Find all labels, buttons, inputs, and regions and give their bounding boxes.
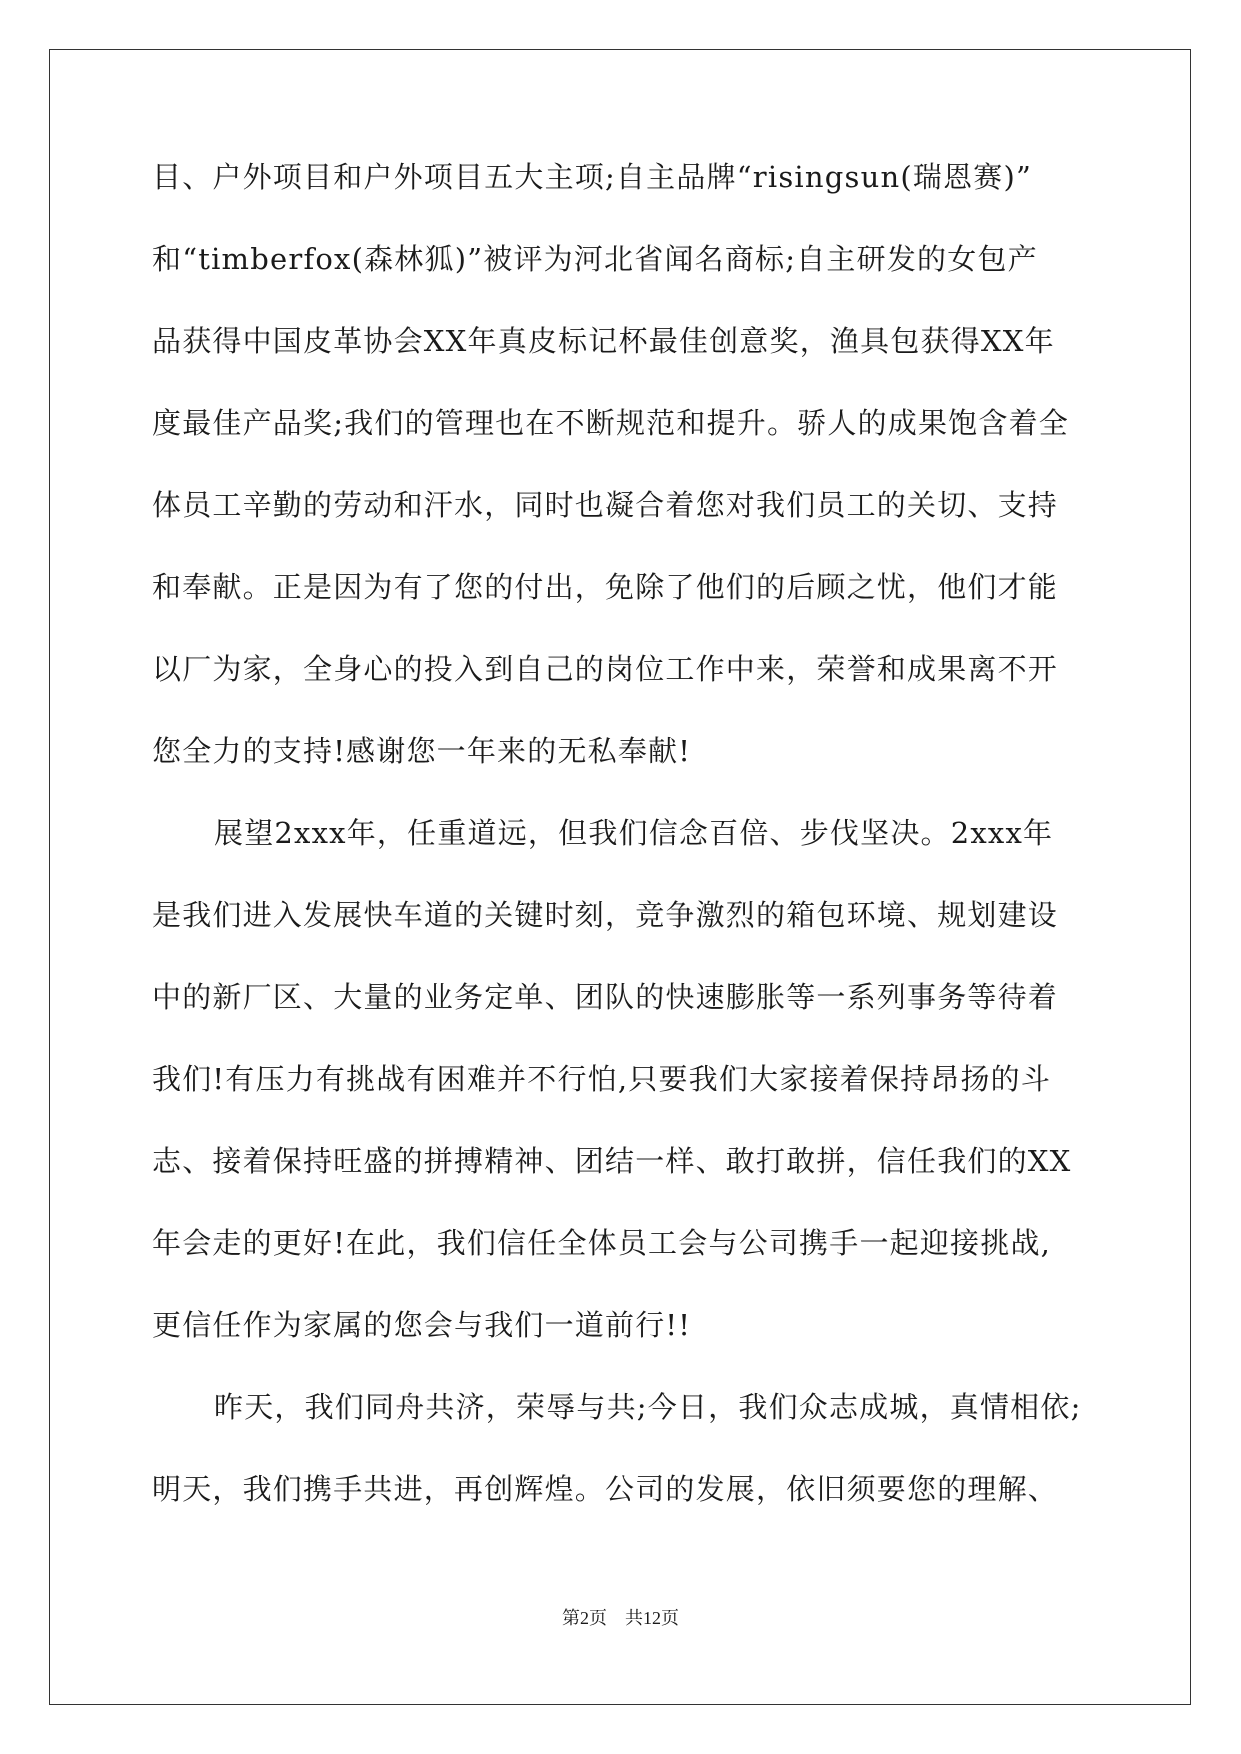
text-line: 和奉献。正是因为有了您的付出，免除了他们的后顾之忧，他们才能 xyxy=(152,570,1059,604)
text-line: 品获得中国皮革协会XX年真皮标记杯最佳创意奖，渔具包获得XX年 xyxy=(152,324,1055,358)
text-line: 目、户外项目和户外项目五大主项;自主品牌“risingsun(瑞恩赛)” xyxy=(152,160,1033,194)
paragraph-start-line: 昨天，我们同舟共济，荣辱与共;今日，我们众志成城，真情相依; xyxy=(214,1390,1082,1424)
text-line: 体员工辛勤的劳动和汗水，同时也凝合着您对我们员工的关切、支持 xyxy=(152,488,1059,522)
text-line: 我们!有压力有挑战有困难并不行怕,只要我们大家接着保持昂扬的斗 xyxy=(152,1062,1052,1096)
text-line: 是我们进入发展快车道的关键时刻，竞争激烈的箱包环境、规划建设 xyxy=(152,898,1059,932)
text-line: 明天，我们携手共进，再创辉煌。公司的发展，依旧须要您的理解、 xyxy=(152,1472,1059,1506)
paragraph-start-line: 展望2xxx年，任重道远，但我们信念百倍、步伐坚决。2xxx年 xyxy=(214,816,1054,850)
text-line: 度最佳产品奖;我们的管理也在不断规范和提升。骄人的成果饱含着全 xyxy=(152,406,1069,440)
text-line: 以厂为家，全身心的投入到自己的岗位工作中来，荣誉和成果离不开 xyxy=(152,652,1059,686)
page-total: 共12页 xyxy=(625,1608,679,1628)
page-footer xyxy=(0,1604,1241,1630)
text-line: 您全力的支持!感谢您一年来的无私奉献! xyxy=(152,734,692,768)
text-line: 中的新厂区、大量的业务定单、团队的快速膨胀等一系列事务等待着 xyxy=(152,980,1059,1014)
text-line: 志、接着保持旺盛的拼搏精神、团结一样、敢打敢拼，信任我们的XX xyxy=(152,1144,1072,1178)
text-line: 年会走的更好!在此，我们信任全体员工会与公司携手一起迎接挑战, xyxy=(152,1226,1052,1260)
document-body xyxy=(152,162,1090,1556)
text-line: 和“timberfox(森林狐)”被评为河北省闻名商标;自主研发的女包产 xyxy=(152,242,1038,276)
text-line: 更信任作为家属的您会与我们一道前行!! xyxy=(152,1308,692,1342)
page-number: 第2页 xyxy=(562,1608,607,1628)
